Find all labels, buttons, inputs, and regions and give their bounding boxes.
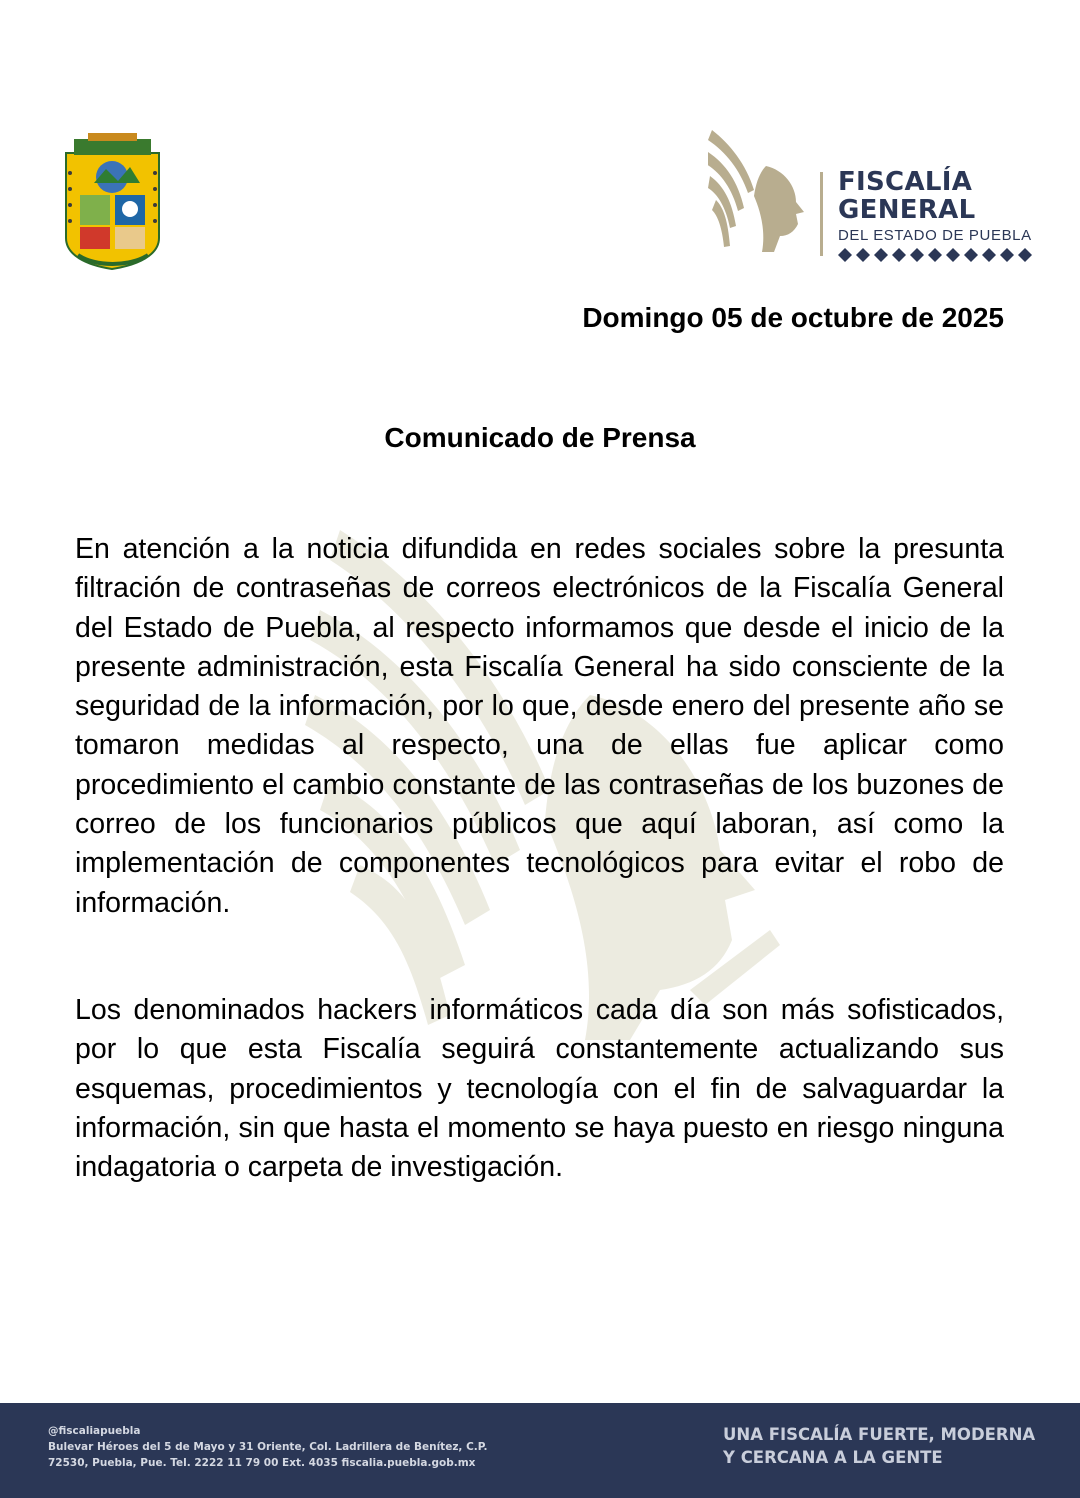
social-handle: @fiscaliapuebla — [48, 1425, 141, 1437]
address-line-2: 72530, Puebla, Pue. Tel. 2222 11 79 00 Ext. 4035 fiscalia.puebla.gob.mx — [48, 1457, 476, 1469]
ornament-border-icon — [838, 248, 1043, 262]
footer-bar — [0, 1403, 1080, 1498]
slogan-line-1: UNA FISCALÍA FUERTE, MODERNA — [723, 1425, 1036, 1444]
logo-line-fiscalia: FISCALÍA — [838, 167, 973, 197]
winged-head-icon — [708, 130, 808, 255]
paragraph-2: Los denominados hackers informáticos cada día son más sofisticados, por lo que esta Fiscalía seguirá constantemente actualizando sus esquemas, procedimientos y tecnología con el fin de salvaguardar la información, sin que hasta el momento se haya puesto en riesgo ninguna indagatoria o carpeta de investigación. — [75, 993, 1004, 1184]
document-title: Comunicado de Prensa — [384, 422, 696, 453]
footer-slogan — [723, 1423, 1035, 1469]
puebla-coat-of-arms-icon — [60, 133, 165, 273]
fge-logo — [708, 130, 1048, 260]
slogan-line-2: Y CERCANA A LA GENTE — [723, 1448, 943, 1467]
document-body — [75, 530, 1004, 1187]
address-line-1: Bulevar Héroes del 5 de Mayo y 31 Oriente, Col. Ladrillera de Benítez, C.P. — [48, 1441, 488, 1453]
footer-contact — [48, 1423, 488, 1471]
logo-text — [838, 168, 1053, 262]
logo-divider — [820, 172, 823, 256]
logo-line-general: GENERAL — [838, 195, 976, 225]
logo-line-estado: DEL ESTADO DE PUEBLA — [838, 227, 1032, 244]
paragraph-1: En atención a la noticia difundida en redes sociales sobre la presunta filtración de contraseñas de correos electrónicos de la Fiscalía General del Estado de Puebla, al respecto informamos que desde el inicio de la presente administración, esta Fiscalía General ha sido consciente de la seguridad de la información, por lo que, desde enero del presente año se tomaron medidas al respecto, una de ellas fue aplicar como procedimiento el cambio constante de las contraseñas de los buzones de correo de los funcionarios públicos que aquí laboran, así como la implementación de componentes tecnológicos para evitar el robo de información. — [75, 533, 1004, 919]
document-date: Domingo 05 de octubre de 2025 — [582, 302, 1004, 333]
